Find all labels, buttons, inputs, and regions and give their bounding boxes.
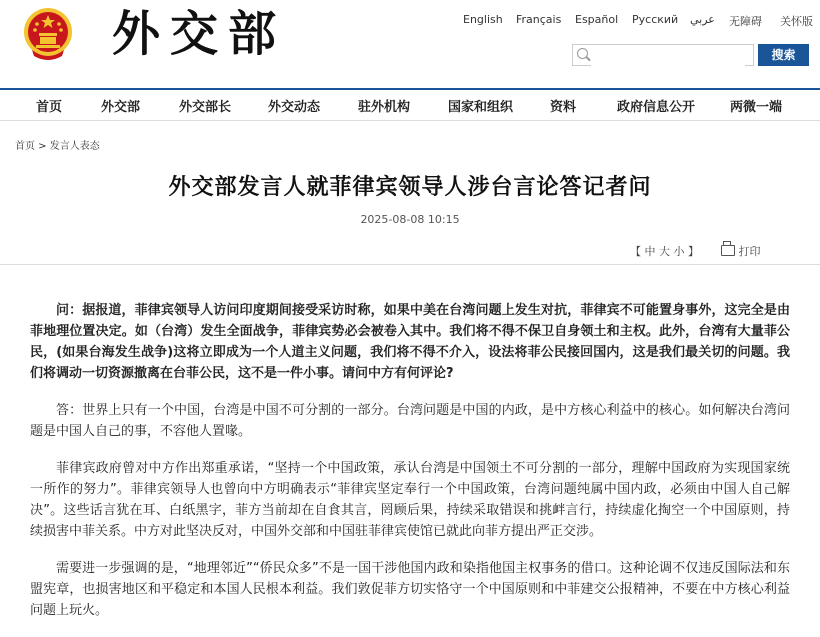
nav-item-social-media[interactable]: 两微一端 bbox=[730, 100, 783, 115]
breadcrumb-separator: > bbox=[35, 141, 50, 152]
lang-spanish-link[interactable]: Español bbox=[575, 13, 619, 26]
lang-english-link[interactable]: English bbox=[463, 13, 503, 26]
nav-item-ministry[interactable]: 外交部 bbox=[101, 100, 141, 115]
nav-item-minister[interactable]: 外交部长 bbox=[179, 100, 232, 115]
search-icon bbox=[577, 48, 588, 59]
lang-arabic-link[interactable]: عربي bbox=[690, 13, 715, 26]
breadcrumb-current-link[interactable]: 发言人表态 bbox=[49, 141, 100, 152]
search-field bbox=[572, 44, 754, 66]
site-logo-text[interactable]: 外交部 bbox=[112, 6, 287, 62]
nav-item-diplomatic-news[interactable]: 外交动态 bbox=[268, 100, 321, 115]
main-nav bbox=[0, 88, 820, 121]
breadcrumb bbox=[15, 137, 100, 152]
article-paragraph: 菲律宾政府曾对中方作出郑重承诺，“坚持一个中国政策，承认台湾是中国领土不可分割的一部分，理解中国政府为实现国家统一所作的努力”。菲律宾领导人也曾向中方明确表示“菲律宾坚定奉行一个中国政策，台湾问题纯属中国内政，必须由中国人自己解决”。这些话言犹在耳、白纸黑字，菲方当前却在自食其言，罔顾后果，持续采取错误和挑衅言行，持续虚化掏空一个中国原则，持续损害中菲关系。中方对此坚决反对，中国外交部和中国驻菲律宾使馆已就此向菲方提出严正交涉。 bbox=[30, 461, 790, 539]
nav-item-missions-abroad[interactable]: 驻外机构 bbox=[358, 100, 411, 115]
national-emblem-icon[interactable] bbox=[22, 6, 74, 62]
print-icon bbox=[721, 245, 735, 256]
site-header bbox=[0, 0, 820, 88]
print-button[interactable] bbox=[721, 245, 761, 258]
search-input[interactable] bbox=[591, 47, 745, 67]
lang-french-link[interactable]: Français bbox=[516, 13, 562, 26]
elder-care-mode-link[interactable]: 关怀版 bbox=[780, 15, 813, 28]
font-size-switcher[interactable]: 【 中 大 小 】 bbox=[630, 245, 699, 258]
nav-item-home[interactable]: 首页 bbox=[36, 100, 63, 115]
accessibility-link[interactable]: 无障碍 bbox=[729, 15, 762, 28]
page-title: 外交部发言人就菲律宾领导人涉台言论答记者问 bbox=[168, 175, 652, 200]
article-body bbox=[30, 300, 790, 637]
nav-item-resources[interactable]: 资料 bbox=[550, 100, 577, 115]
article-tools bbox=[630, 243, 761, 259]
divider bbox=[0, 264, 820, 265]
nav-item-countries-organizations[interactable]: 国家和组织 bbox=[448, 100, 514, 115]
publish-date: 2025-08-08 10:15 bbox=[360, 213, 460, 226]
lang-russian-link[interactable]: Русский bbox=[632, 13, 679, 26]
article-paragraph: 需要进一步强调的是，“地理邻近”“侨民众多”不是一国干涉他国内政和染指他国主权事务的借口。这种论调不仅违反国际法和东盟宪章，也损害地区和平稳定和本国人民根本利益。我们敦促菲方切实恪守一个中国原则和中菲建交公报精神，不要在中方核心利益问题上玩火。 bbox=[30, 561, 790, 618]
search-button[interactable]: 搜索 bbox=[758, 44, 809, 66]
article-question-paragraph: 问：据报道，菲律宾领导人访问印度期间接受采访时称，如果中美在台湾问题上发生对抗，菲律宾不可能置身事外，这完全是由菲地理位置决定。如（台湾）发生全面战争，菲律宾势必会被卷入其中。我们将不得不保卫自身领土和主权。此外，台湾有大量菲公民，(如果台海发生战争)这将立即成为一个人道主义问题，我们将不得不介入，设法将菲公民接回国内，这是我们最关切的问题。我们将调动一切资源撤离在台菲公民，这不是一件小事。请问中方有何评论? bbox=[30, 303, 790, 381]
breadcrumb-home-link[interactable]: 首页 bbox=[15, 141, 35, 152]
print-label: 打印 bbox=[738, 245, 761, 258]
article-paragraph: 答：世界上只有一个中国，台湾是中国不可分割的一部分。台湾问题是中国的内政，是中方核心利益中的核心。如何解决台湾问题是中国人自己的事，不容他人置喙。 bbox=[30, 403, 790, 439]
nav-item-government-info[interactable]: 政府信息公开 bbox=[617, 100, 696, 115]
